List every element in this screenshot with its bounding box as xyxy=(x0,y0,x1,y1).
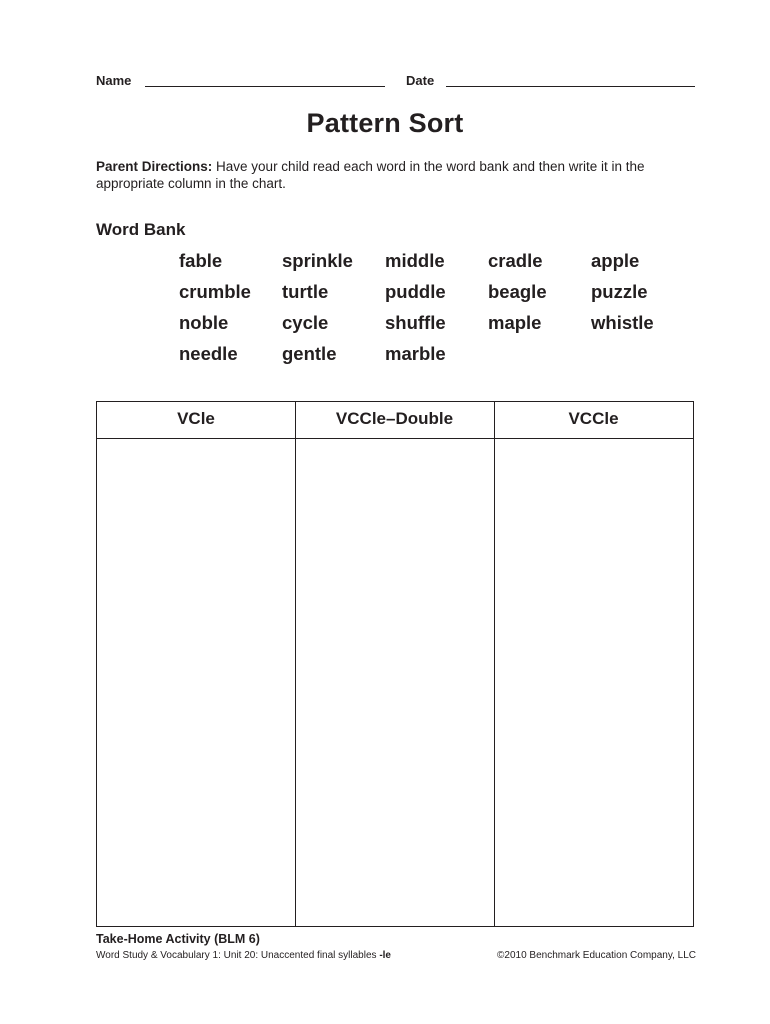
footer-unit-text: Word Study & Vocabulary 1: Unit 20: Unaccented final syllables xyxy=(96,950,380,961)
date-field[interactable] xyxy=(446,86,695,87)
chart-column-vccle[interactable] xyxy=(495,440,693,926)
word-bank-word: middle xyxy=(385,250,445,271)
word-bank-heading: Word Bank xyxy=(96,220,186,239)
word-bank-word: cradle xyxy=(488,250,543,271)
chart-column-vcle[interactable] xyxy=(97,440,295,926)
chart-header-vccle-double: VCCle–Double xyxy=(335,409,454,428)
word-bank-word: gentle xyxy=(282,343,337,364)
sort-chart xyxy=(96,401,694,927)
word-bank-word: fable xyxy=(179,250,223,271)
word-bank-word: maple xyxy=(488,312,542,333)
copyright: ©2010 Benchmark Education Company, LLC xyxy=(497,950,696,961)
word-bank-word: shuffle xyxy=(385,312,446,333)
word-bank-word: whistle xyxy=(591,312,654,333)
chart-header-vccle: VCCle xyxy=(568,409,619,428)
footer-activity: Take-Home Activity (BLM 6) xyxy=(96,932,260,946)
parent-directions xyxy=(96,158,676,192)
footer-unit-suffix: -le xyxy=(379,950,391,961)
word-bank-word: needle xyxy=(179,343,238,364)
chart-column-vccle-double[interactable] xyxy=(296,440,494,926)
directions-label: Parent Directions: xyxy=(96,159,213,174)
word-bank-word: cycle xyxy=(282,312,329,333)
chart-header-vcle: VCle xyxy=(177,409,215,428)
footer-unit xyxy=(96,950,391,961)
date-label: Date xyxy=(406,73,435,88)
word-bank-word: turtle xyxy=(282,281,329,302)
word-bank-word: crumble xyxy=(179,281,251,302)
chart-header-divider xyxy=(97,438,693,439)
word-bank-word: sprinkle xyxy=(282,250,353,271)
word-bank-word: apple xyxy=(591,250,640,271)
word-bank-word: puzzle xyxy=(591,281,648,302)
name-label: Name xyxy=(96,73,132,88)
word-bank-word: beagle xyxy=(488,281,547,302)
page-title: Pattern Sort xyxy=(306,108,464,138)
directions-text: Have your child read each word in the word bank and then write it in the appropriate column in the chart. xyxy=(96,159,645,191)
word-bank-word: marble xyxy=(385,343,446,364)
name-field[interactable] xyxy=(145,86,385,87)
word-bank-word: noble xyxy=(179,312,229,333)
word-bank-word: puddle xyxy=(385,281,446,302)
